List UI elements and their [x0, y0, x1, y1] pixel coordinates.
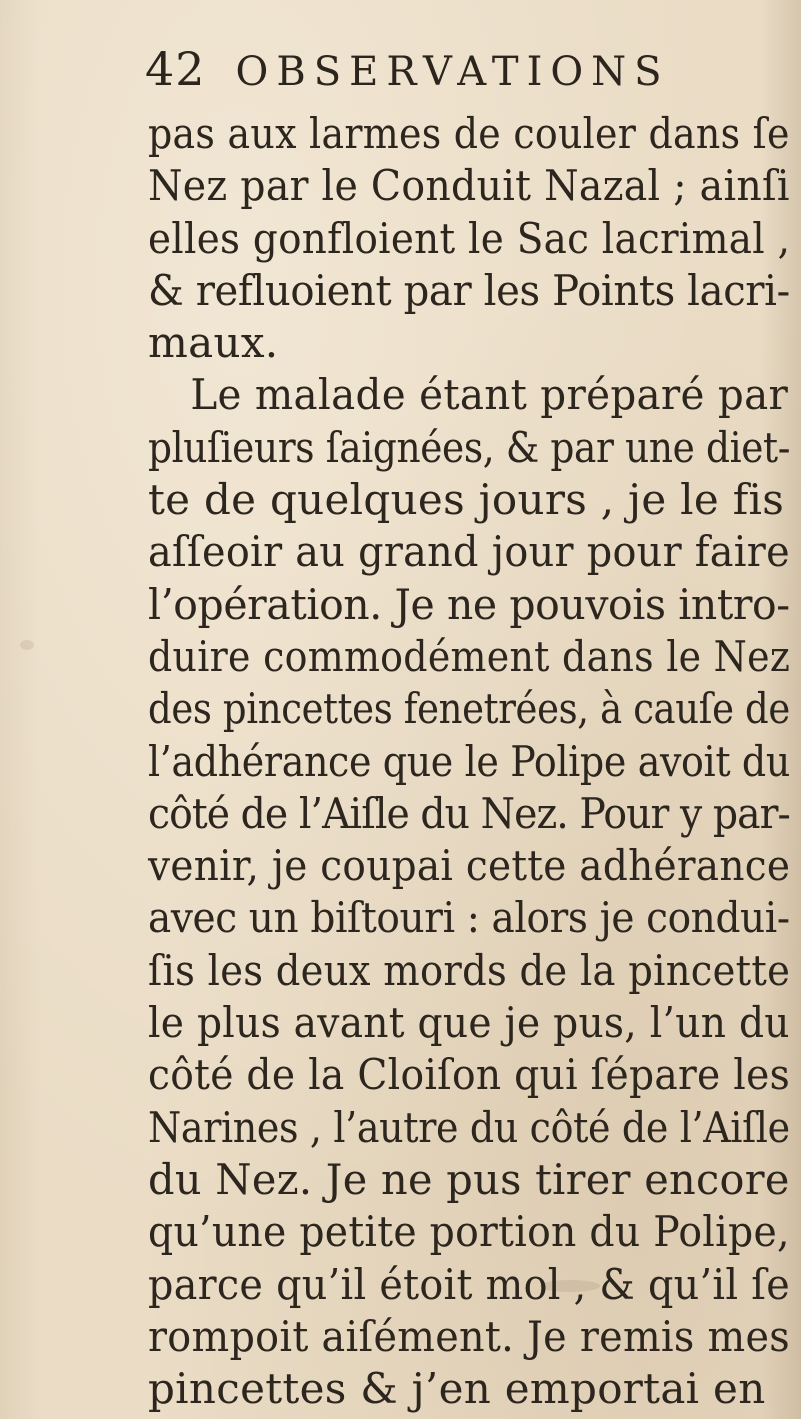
text-line: ſis les deux mords de la pincette	[148, 945, 791, 995]
text-line: des pincettes fenetrées, à cauſe de	[148, 684, 790, 734]
page-header	[145, 42, 670, 112]
text-line: côté de la Cloiſon qui ſépare les	[148, 1050, 791, 1100]
text-line: l’opération. Je ne pouvois intro-	[148, 579, 790, 629]
paper-stain	[20, 640, 34, 650]
body-text	[148, 108, 801, 1415]
text-line: pincettes & j’en emportai en	[148, 1364, 766, 1414]
text-line: avec un biſtouri : alors je condui-	[148, 893, 790, 943]
text-line: te de quelques jours , je le fis	[148, 475, 785, 525]
text-line: duire commodément dans le Nez	[148, 631, 791, 681]
text-line: côté de l’Aiſle du Nez. Pour y par-	[148, 788, 790, 838]
text-line: qu’une petite portion du Polipe,	[148, 1207, 790, 1257]
text-line: elles gonfloient le Sac lacrimal ,	[148, 213, 791, 263]
text-line: rompoit aiſément. Je remis mes	[148, 1311, 790, 1361]
text-line: & refluoient par les Points lacri-	[148, 265, 790, 315]
text-line: Nez par le Conduit Nazal ; ainſi	[148, 161, 790, 211]
text-line: aſſeoir au grand jour pour faire	[148, 527, 790, 577]
text-line: pas aux larmes de couler dans ſe	[148, 109, 790, 158]
running-head: OBSERVATIONS	[235, 49, 670, 95]
text-line: venir, je coupai cette adhérance	[148, 841, 791, 891]
text-line: le plus avant que je pus, l’un du	[148, 998, 790, 1048]
text-line: pluſieurs ſaignées, & par une diet-	[148, 422, 791, 472]
paragraph-start-line: Le malade étant préparé par	[190, 370, 789, 420]
text-line: maux.	[148, 318, 279, 368]
text-line: Narines , l’autre du côté de l’Aiſle	[148, 1102, 790, 1152]
text-line: l’adhérance que le Polipe avoit du	[148, 736, 790, 786]
text-line: du Nez. Je ne pus tirer encore	[148, 1154, 790, 1204]
text-line: parce qu’il étoit mol , & qu’il ſe	[148, 1259, 790, 1309]
page-number: 42	[145, 42, 206, 96]
